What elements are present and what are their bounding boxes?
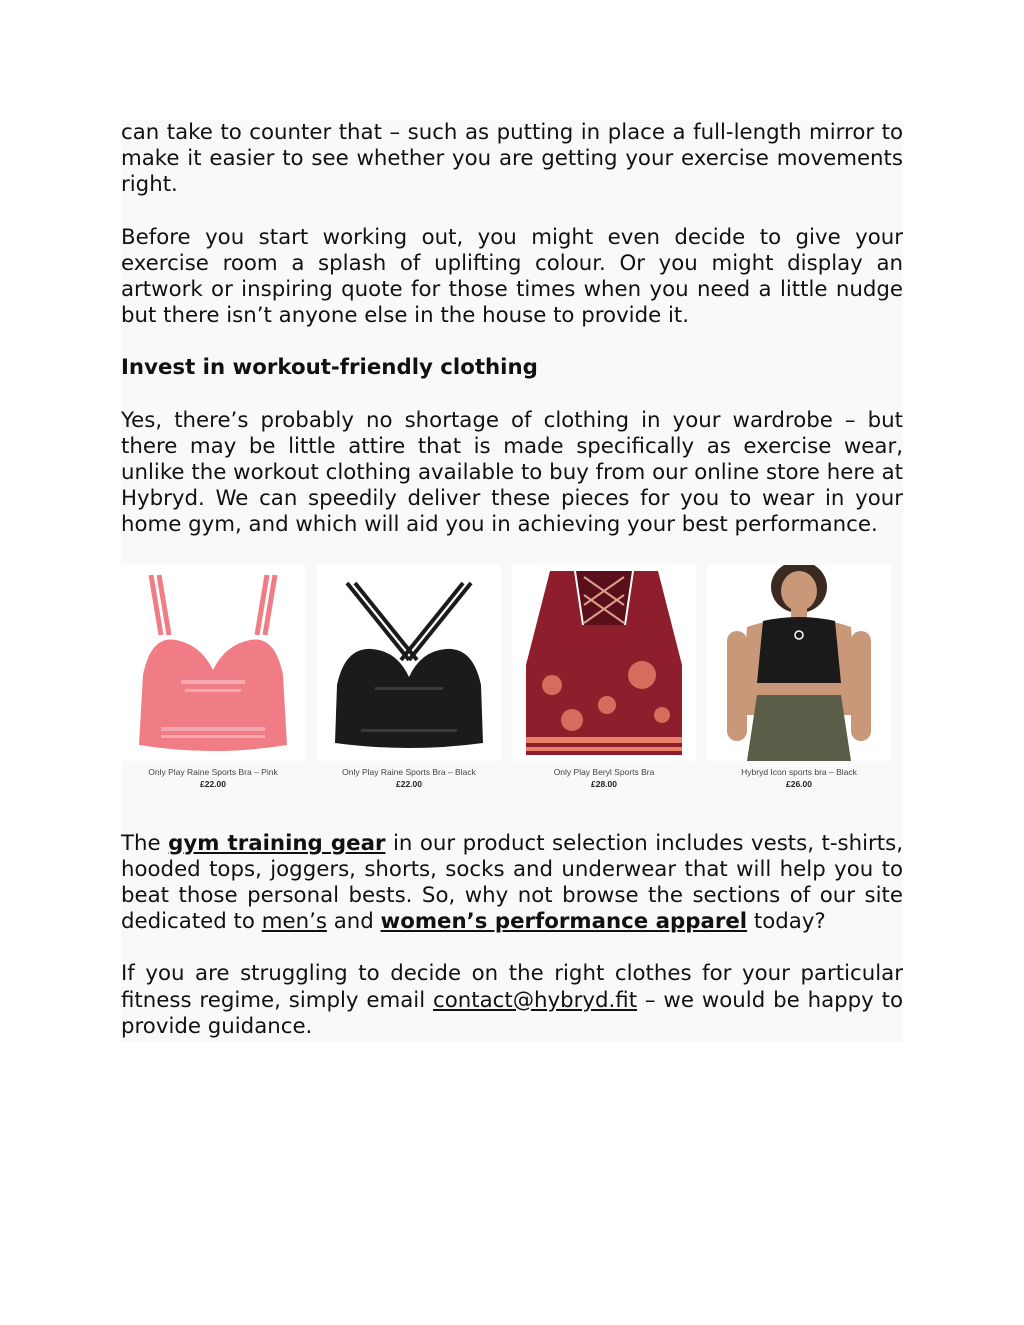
product-card[interactable] bbox=[707, 565, 891, 789]
section-heading: Invest in workout-friendly clothing bbox=[121, 355, 538, 381]
product-name[interactable]: Only Play Raine Sports Bra – Pink bbox=[148, 766, 278, 777]
product-name[interactable]: Hybryd Icon sports bra – Black bbox=[741, 766, 857, 777]
model-black-sports-bra-image[interactable] bbox=[707, 565, 891, 761]
gym-training-gear-link[interactable]: gym training gear bbox=[168, 830, 386, 856]
womens-performance-apparel-link[interactable]: women’s performance apparel bbox=[380, 909, 748, 935]
red-print-sports-bra-image[interactable] bbox=[512, 565, 696, 761]
paragraph-mirror: can take to counter that – such as putting in place a full-length mirror to make it easier to see whether you are getting your exercise movements right. bbox=[121, 120, 903, 198]
paragraph-contact: If you are struggling to decide on the right clothes for your particular fitness regime, simply email contact@hybryd.fit – we would be happy to provide guidance. bbox=[121, 961, 904, 1039]
paragraph-colour: Before you start working out, you might even decide to give your exercise room a splash of uplifting colour. Or you might display an artwork or inspiring quote for those times when you need a little nudge but there isn’t anyone else in the house to provide it. bbox=[121, 224, 903, 329]
product-name[interactable]: Only Play Raine Sports Bra – Black bbox=[342, 766, 476, 777]
black-sports-bra-image[interactable] bbox=[317, 565, 501, 761]
product-strip bbox=[121, 565, 903, 825]
product-name[interactable]: Only Play Beryl Sports Bra bbox=[553, 766, 655, 777]
mens-link[interactable]: men’s bbox=[261, 909, 327, 935]
paragraph-clothing: Yes, there’s probably no shortage of clothing in your wardrobe – but there may be little attire that is made specifically as exercise wear, unlike the workout clothing available to buy from our online store here at Hybryd. We can speedily deliver these pieces for you to wear in your home gym, and which will aid you in achieving your best performance. bbox=[121, 407, 903, 538]
product-price: £26.00 bbox=[786, 778, 812, 789]
paragraph-training-gear: The gym training gear in our product selection includes vests, t-shirts, hooded tops, joggers, shorts, socks and underwear that will help you to beat those personal bests. So, why not browse the sections of our site dedicated to men’s and women’s performance apparel today? bbox=[121, 830, 904, 935]
article-body bbox=[121, 120, 903, 1042]
product-card[interactable] bbox=[512, 565, 696, 789]
contact-email-link[interactable]: contact@hybryd.fit bbox=[433, 987, 638, 1013]
product-price: £28.00 bbox=[591, 778, 617, 789]
product-price: £22.00 bbox=[200, 778, 226, 789]
product-price: £22.00 bbox=[396, 778, 422, 789]
product-card[interactable] bbox=[317, 565, 501, 789]
product-card[interactable] bbox=[121, 565, 305, 789]
pink-sports-bra-image[interactable] bbox=[121, 565, 305, 761]
